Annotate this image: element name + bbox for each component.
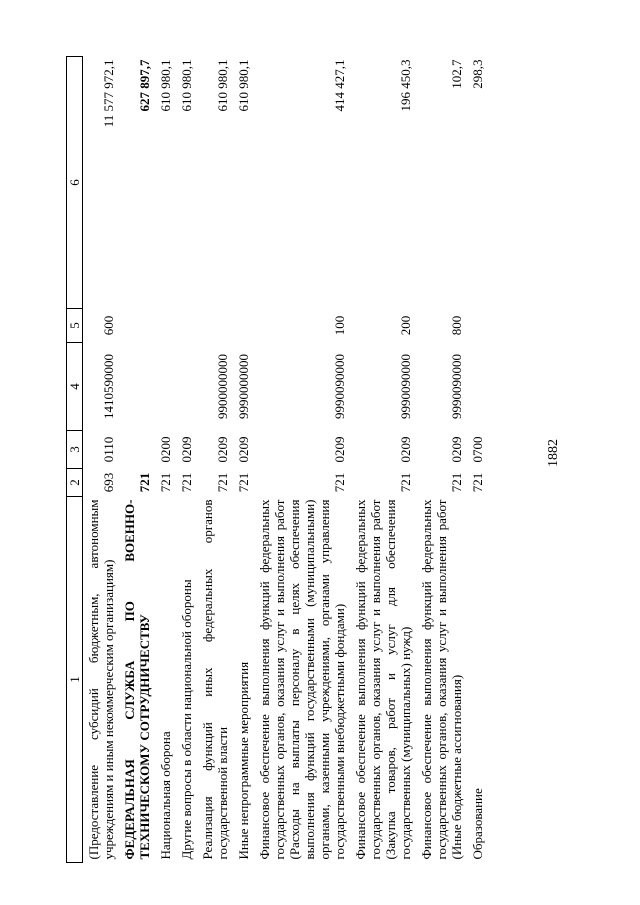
row-vr: [119, 309, 155, 343]
row-rzpr: 0209: [449, 436, 464, 463]
row-vr: 100: [332, 315, 347, 336]
row-name: Национальная оборона: [158, 731, 173, 860]
table-row: [119, 57, 155, 863]
row-csr: 9900000000: [215, 354, 230, 419]
row-rzpr: [119, 431, 155, 469]
page-number: 1882: [546, 439, 561, 467]
row-csr: [176, 343, 197, 431]
row-sum: 610 980,1: [179, 59, 194, 112]
row-sum: 196 450,3: [398, 59, 413, 112]
row-sum: 414 427,1: [332, 59, 347, 112]
row-name: Образование: [470, 788, 485, 860]
table-row: [197, 57, 233, 863]
row-rzpr: 0209: [179, 436, 194, 463]
row-ved: 721: [215, 472, 230, 493]
row-sum: 610 980,1: [236, 59, 251, 112]
row-sum: 627 897,7: [137, 59, 152, 112]
row-ved: 693: [101, 472, 116, 493]
table-row: [176, 57, 197, 863]
row-rzpr: 0209: [236, 436, 251, 463]
table-row: [254, 57, 350, 863]
row-rzpr: 0200: [158, 436, 173, 463]
row-sum: 298,3: [470, 59, 485, 89]
row-ved: 721: [179, 472, 194, 493]
row-csr: [119, 343, 155, 431]
header-cell-vr: 5: [67, 309, 83, 343]
header-cell-csr: 4: [67, 343, 83, 431]
row-ved: 721: [236, 472, 251, 493]
row-name: ФЕДЕРАЛЬНАЯ СЛУЖБА ПО ВОЕННО-ТЕХНИЧЕСКОМУ СОТРУДНИЧЕСТВУ: [122, 499, 152, 860]
row-csr: [467, 343, 488, 431]
row-csr: 9990090000: [449, 354, 464, 419]
row-csr: 1410590000: [101, 354, 116, 419]
header-cell-rzpr: 3: [67, 431, 83, 469]
row-ved: 721: [449, 472, 464, 493]
row-csr: 9990000000: [236, 354, 251, 419]
row-vr: [176, 309, 197, 343]
row-name: Другие вопросы в области национальной обороны: [179, 579, 194, 860]
row-name: Финансовое обеспечение выполнения функций федеральных государственных органов, оказания услуг и выполнения работ (Расходы на выплаты персоналу в целях обеспечения выполнения функций государственными (муниципальными) органами, казенными учреждениями, органами управления государственными внебюджетными фондами): [257, 499, 347, 860]
table-row: [83, 57, 120, 863]
header-cell-ved: 2: [67, 469, 83, 497]
row-rzpr: 0209: [215, 436, 230, 463]
row-ved: 721: [158, 472, 173, 493]
table-row: [416, 57, 467, 863]
row-name: Реализация функций иных федеральных органов государственной власти: [200, 499, 230, 860]
row-name: Финансовое обеспечение выполнения функций федеральных государственных органов, оказания услуг и выполнения работ (Закупка товаров, работ и услуг для обеспечения государственных (муниципальных) нужд): [353, 499, 413, 860]
header-row: [67, 57, 83, 863]
budget-table: [66, 56, 488, 863]
row-ved: 721: [332, 472, 347, 493]
row-ved: 721: [137, 472, 152, 493]
row-rzpr: 0209: [332, 436, 347, 463]
header-cell-sum: 6: [67, 57, 83, 309]
row-vr: 200: [398, 315, 413, 336]
row-rzpr: 0110: [101, 436, 116, 463]
row-sum: 102,7: [449, 59, 464, 89]
row-vr: [155, 309, 176, 343]
budget-sheet: [66, 57, 484, 863]
row-csr: [155, 343, 176, 431]
row-csr: 9990090000: [398, 354, 413, 419]
row-vr: 800: [449, 315, 464, 336]
row-vr: 600: [101, 315, 116, 336]
row-name: Финансовое обеспечение выполнения функций федеральных государственных органов, оказания услуг и выполнения работ (Иные бюджетные ассигнования): [419, 499, 464, 860]
row-name: Иные непрограммные мероприятия: [236, 661, 251, 860]
header-cell-name: 1: [67, 497, 83, 863]
row-sum: 610 980,1: [158, 59, 173, 112]
table-row: [233, 57, 254, 863]
table-row: [467, 57, 488, 863]
row-rzpr: 0700: [470, 436, 485, 463]
row-vr: [197, 309, 233, 343]
row-sum: 11 577 972,1: [101, 59, 116, 128]
row-name: (Предоставление субсидий бюджетным, автономным учреждениям и иным некоммерческим организациям): [86, 499, 116, 860]
row-sum: 610 980,1: [215, 59, 230, 112]
row-csr: 9990090000: [332, 354, 347, 419]
row-ved: 721: [470, 472, 485, 493]
row-ved: 721: [398, 472, 413, 493]
table-row: [350, 57, 416, 863]
row-vr: [467, 309, 488, 343]
row-vr: [233, 309, 254, 343]
table-row: [155, 57, 176, 863]
row-rzpr: 0209: [398, 436, 413, 463]
